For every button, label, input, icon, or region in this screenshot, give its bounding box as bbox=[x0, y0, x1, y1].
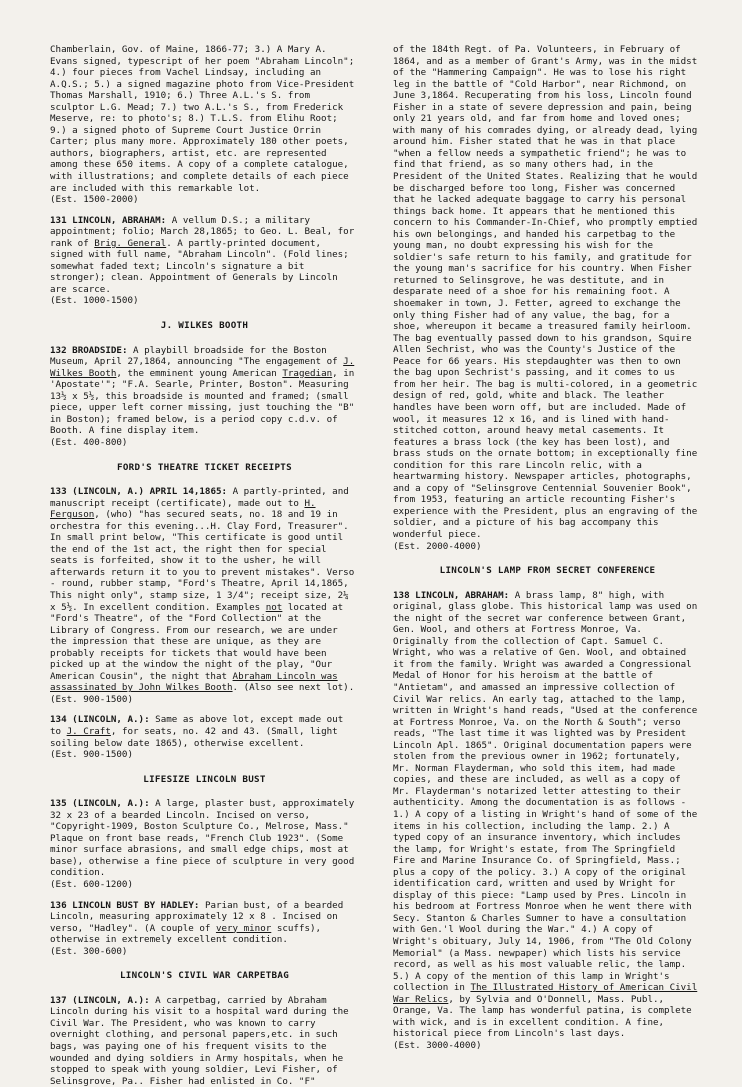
lot-title: (LINCOLN, A.) APRIL 14,1865: bbox=[72, 486, 228, 498]
lot-body-underlined: Tragedian bbox=[282, 367, 333, 379]
lot-body: located at "Ford's Theatre", of the "Ford Collection" at the Library of Congress. From our research, we are under the impression that these are unique, as they are probably receipts for tickets that would have been picked up at the window the night of the play, "Our American Cousin", the night that bbox=[50, 601, 344, 682]
lot-title: BROADSIDE: bbox=[72, 344, 128, 356]
lot-body: , the emminent young American bbox=[116, 367, 283, 379]
lot-number: 137 bbox=[50, 994, 67, 1006]
lot-title: LINCOLN, ABRAHAM: bbox=[415, 589, 510, 601]
lot-number: 135 bbox=[50, 798, 67, 810]
lot-estimate: (Est. 1500-2000) bbox=[50, 194, 139, 206]
lot-134 bbox=[50, 714, 359, 760]
lot-estimate: (Est. 900-1500) bbox=[50, 749, 133, 761]
lot-title: (LINCOLN, A.): bbox=[72, 714, 150, 726]
lot-title: LINCOLN BUST BY HADLEY: bbox=[72, 899, 200, 911]
lot-title: (LINCOLN, A.): bbox=[72, 798, 150, 810]
left-column bbox=[50, 44, 359, 1087]
lot-body: A vellum D.S.; a military appointment; folio; March 28,1865; to Geo. L. Beal, for rank of bbox=[50, 214, 355, 249]
lot-131 bbox=[50, 215, 359, 307]
lot-body: , in 'Apostate'"; "F.A. Searle, Printer, Boston". Measuring 13½ x 5½, this broadside is mounted and framed; (small piece, upper left corner missing, just touching the "B" in Boston); framed below, is a period copy c.d.v. of Booth. A fine display item. bbox=[50, 367, 355, 437]
lot-number: 138 bbox=[393, 589, 410, 601]
lot-estimate: (Est. 3000-4000) bbox=[393, 1039, 482, 1051]
lot-estimate: (Est. 300-600) bbox=[50, 945, 128, 957]
lot-body: A playbill broadside for the Boston Museum, April 27,1864, announcing "The engagement of bbox=[50, 344, 344, 368]
lot-body-underlined: Brig. General bbox=[94, 237, 167, 249]
lot-body: . (Also see next lot). bbox=[232, 682, 355, 694]
lot-body: A partly-printed, and manuscript receipt (certificate), made out to bbox=[50, 486, 349, 509]
lot-137-continuation bbox=[393, 44, 702, 552]
lot-body-underlined: Abraham Lincoln was assassinated by John Wilkes Booth bbox=[50, 670, 338, 694]
section-heading-lamp: LINCOLN'S LAMP FROM SECRET CONFERENCE bbox=[439, 565, 656, 577]
lot-body-underlined: very minor bbox=[215, 922, 272, 934]
lot-133 bbox=[50, 486, 359, 705]
lot-title: LINCOLN, ABRAHAM: bbox=[72, 214, 167, 226]
lot-body: A carpetbag, carried by Abraham Lincoln during his visit to a hospital ward during the Civil War. The President, who was known to carry overnight clothing, and personal papers,etc. in such bags, was paying one of his frequent visits to the wounded and dying soldiers in Army hospitals, when he stopped to speak with young soldier, Levi Fisher, of Selinsgrove, Pa.. Fisher had enlisted in Co. "F" bbox=[50, 994, 349, 1087]
lot-body: , (who) "has secured seats, no. 18 and 19 in orchestra for this evening...H. Clay Ford, Treasurer". In small print below, "This certificate is good until the end of the 1st act, the right then for special seats is forfeited, show it to the usher, he will afterwards return it to you to prevent mistakes". Verso - round, rubber stamp, "Ford's Theatre, April 14,1865, This night only", stamp size, 1 3/4"; receipt size, 2¼ x 5½. In excellent condition. Examples bbox=[50, 509, 355, 613]
lot-body: , by Sylvia and O'Donnell, Mass. Publ., Orange, Va. The lamp has wonderful patina, is complete with wick, and is in excellent condition. A fine, historical piece from Lincoln's last days. bbox=[393, 993, 692, 1040]
lot-number: 131 bbox=[50, 214, 67, 226]
lot-number: 133 bbox=[50, 486, 67, 498]
lot-estimate: (Est. 400-800) bbox=[50, 436, 128, 448]
lot-body-underlined: not bbox=[265, 601, 283, 613]
lot-body: scuffs), otherwise in extremely excellent condition. bbox=[50, 922, 322, 946]
lot-body-underlined: H. Ferguson bbox=[50, 497, 316, 521]
lot-estimate: (Est. 900-1500) bbox=[50, 693, 133, 705]
section-heading-bust: LIFESIZE LINCOLN BUST bbox=[143, 773, 266, 785]
lot-estimate: (Est. 1000-1500) bbox=[50, 295, 139, 307]
lot-number: 136 bbox=[50, 899, 67, 911]
lot-body: , for seats, no. 42 and 43. (Small, light soiling below date 1865), otherwise excellent. bbox=[50, 725, 338, 749]
lot-body: Parian bust, of a bearded Lincoln, measuring approximately 12 x 8 . Incised on verso, "Hadley". (A couple of bbox=[50, 899, 344, 934]
lot-body: A brass lamp, 8" high, with original, glass globe. This historical lamp was used on the night of the secret war conference between Grant, Gen. Wool, and others at Fortress Monroe, Va. Originally from the collection of Capt. Samuel C. Wright, who was a relative of Gen. Wool, and obtained it from the family. Wright was awarded a Congressional Medal of Honor for his heroism at the battle of "Antietam", and amassed an impressive collection of Civil War relics. An early tag, attached to the lamp, written in Wright's hand reads, "Used at the conference at Fortress Monroe, Va. on the North & South"; verso reads, "The last time it was lighted was by President Lincoln Apl. 1865". Original documentation papers were stolen from the previous owner in 1962; fortunately, Mr. Norman Flayderman, who sold this item, had made copies, and these are included, as well as a copy of Mr. Flayderman's notarized letter attesting to their authenticity. Among the documentation is as follows - 1.) A copy of a listing in Wright's hand of some of the items in his collection, including the lamp. 2.) A typed copy of an insurance inventory, which includes the lamp, for Wright's estate, from The Springfield Fire and Marine Insurance Co. of Springfield, Mass.; plus a copy of the policy. 3.) A copy of the original identification card, written and used by Wright for display of this piece: "Lamp used by Pres. Lincoln in his bedroom at Fortress Monroe when he went there with Secy. Stanton & Charles Sumner to have a consultation with Gen.'l Wool during the War." 4.) A copy of Wright's obituary, July 14, 1906, from "The Old Colony Memorial" (a Mass. newpaper) which lists his service record, as well as his most valuable relic, the lamp. 5.) A copy of the mention of this lamp in Wright's collection in bbox=[393, 589, 698, 994]
lot-body: Chamberlain, Gov. of Maine, 1866-77; 3.) A Mary A. Evans signed, typescript of her poem "Abraham Lincoln"; 4.) four pieces from Vachel Lindsay, including an A.Q.S.; 5.) a signed magazine photo from Vice-President Thomas Marshall, 1910; 6.) Three A.L.'s S. from sculptor L.G. Mead; 7.) two A.L.'s S., from Frederick Meserve, re: to photo's; 8.) T.L.S. from Elihu Root; 9.) a signed photo of Supreme Court Justice Orrin Carter; plus many more. Approximately 180 other poets, authors, biographers, artist, etc. are represented among these 650 items. A copy of a complete catalogue, with illustrations; and complete details of each piece are included with this remarkable lot. bbox=[50, 44, 355, 194]
lot-136 bbox=[50, 900, 359, 958]
lot-number: 132 bbox=[50, 344, 67, 356]
lot-body: . A partly-printed document, signed with full name, "Abraham Lincoln". (Fold lines; somewhat faded text; Lincoln's signature a bit stronger); clean. Appointment of Generals by Lincoln are scarce. bbox=[50, 237, 349, 295]
lot-body-underlined: J. Wilkes Booth bbox=[50, 356, 355, 379]
lot-number: 134 bbox=[50, 714, 67, 726]
lot-estimate: (Est. 600-1200) bbox=[50, 879, 133, 890]
lot-body: Same as above lot, except made out to bbox=[50, 714, 344, 737]
lot-138 bbox=[393, 590, 702, 1052]
lot-137 bbox=[50, 995, 359, 1087]
lot-estimate: (Est. 2000-4000) bbox=[393, 540, 482, 552]
lot-title: (LINCOLN, A.): bbox=[72, 994, 150, 1006]
section-heading-booth: J. WILKES BOOTH bbox=[160, 320, 249, 332]
lot-135 bbox=[50, 798, 359, 890]
lot-body-underlined: J. Craft bbox=[66, 725, 111, 737]
section-heading-ford: FORD'S THEATRE TICKET RECEIPTS bbox=[117, 461, 292, 473]
lot-body-underlined: The Illustrated History of American Civil War Relics bbox=[393, 982, 698, 1005]
lot-body: of the 184th Regt. of Pa. Volunteers, in February of 1864, and as a member of Grant's Army, was in the midst of the "Hammering Campaign". He was to lose his right leg in the battle of "Cold Harbor", near Richmond, on June 3,1864. Recuperating from his loss, Lincoln found Fisher in a state of severe depression and pain, being only 21 years old, and far from home and loved ones; with many of his comrades dying, or already dead, lying around him. Fisher stated that he was in that place "when a fellow needs a sympathetic friend"; he was to find that friend, as so many others had, in the President of the United States. Realizing that he would be discharged before too long, Fisher was concerned that he lacked adequate baggage to carry his personal things back home. It appears that he mentioned this concern to his Commander-In-Chief, who promptly emptied his own belongings, and handed his carpetbag to the young man, no doubt expressing his wish for the soldier's safe return to his family, and gratitude for the young man's sacrifice for his country. When Fisher returned to Selinsgrove, he was destitute, and in desparate need of a shoe for his remaining foot. A shoemaker in town, J. Fetter, agreed to exchange the only thing Fisher had of any value, the bag, for a shoe, whereupon it became a treasured family heirloom. The bag eventually passed down to his grandson, Squire Allen Sechrist, who was the County's Justice of the Peace for 66 years. His stepdaughter was then to own the bag upon Sechrist's passing, and it comes to us from her heir. The bag is multi-colored, in a geometric design of red, gold, white and black. The leather handles have been worn off, but are included. Made of wool, it measures 12 x 16, and is lined with hand-stitched cotton, around heavy metal casements. It features a brass lock (the key has been lost), and brass studs on the ornate bottom; in exceptionally fine condition for this rare Lincoln relic, with a heartwarming history. Newspaper articles, photographs, and a copy of "Selinsgrove Centennial Souvenier Book", from 1953, featuring an article recounting Fisher's experience with the President, plus an engraving of the soldier, and a picture of his bag accompany this wonderful piece. bbox=[393, 44, 698, 540]
section-heading-carpetbag: LINCOLN'S CIVIL WAR CARPETBAG bbox=[119, 970, 290, 982]
right-column bbox=[393, 44, 702, 1051]
lot-body: A large, plaster bust, approximately 32 x 23 of a bearded Lincoln. Incised on verso, "Copyright-1909, Boston Sculpture Co., Melrose, Mass." Plaque on front base reads, "French Club 1923". (Some minor surface abrasions, and small edge chips, most at base), otherwise a fine piece of sculpture in very good condition. bbox=[50, 798, 355, 879]
lot-130-continuation bbox=[50, 44, 359, 206]
lot-132 bbox=[50, 345, 359, 449]
